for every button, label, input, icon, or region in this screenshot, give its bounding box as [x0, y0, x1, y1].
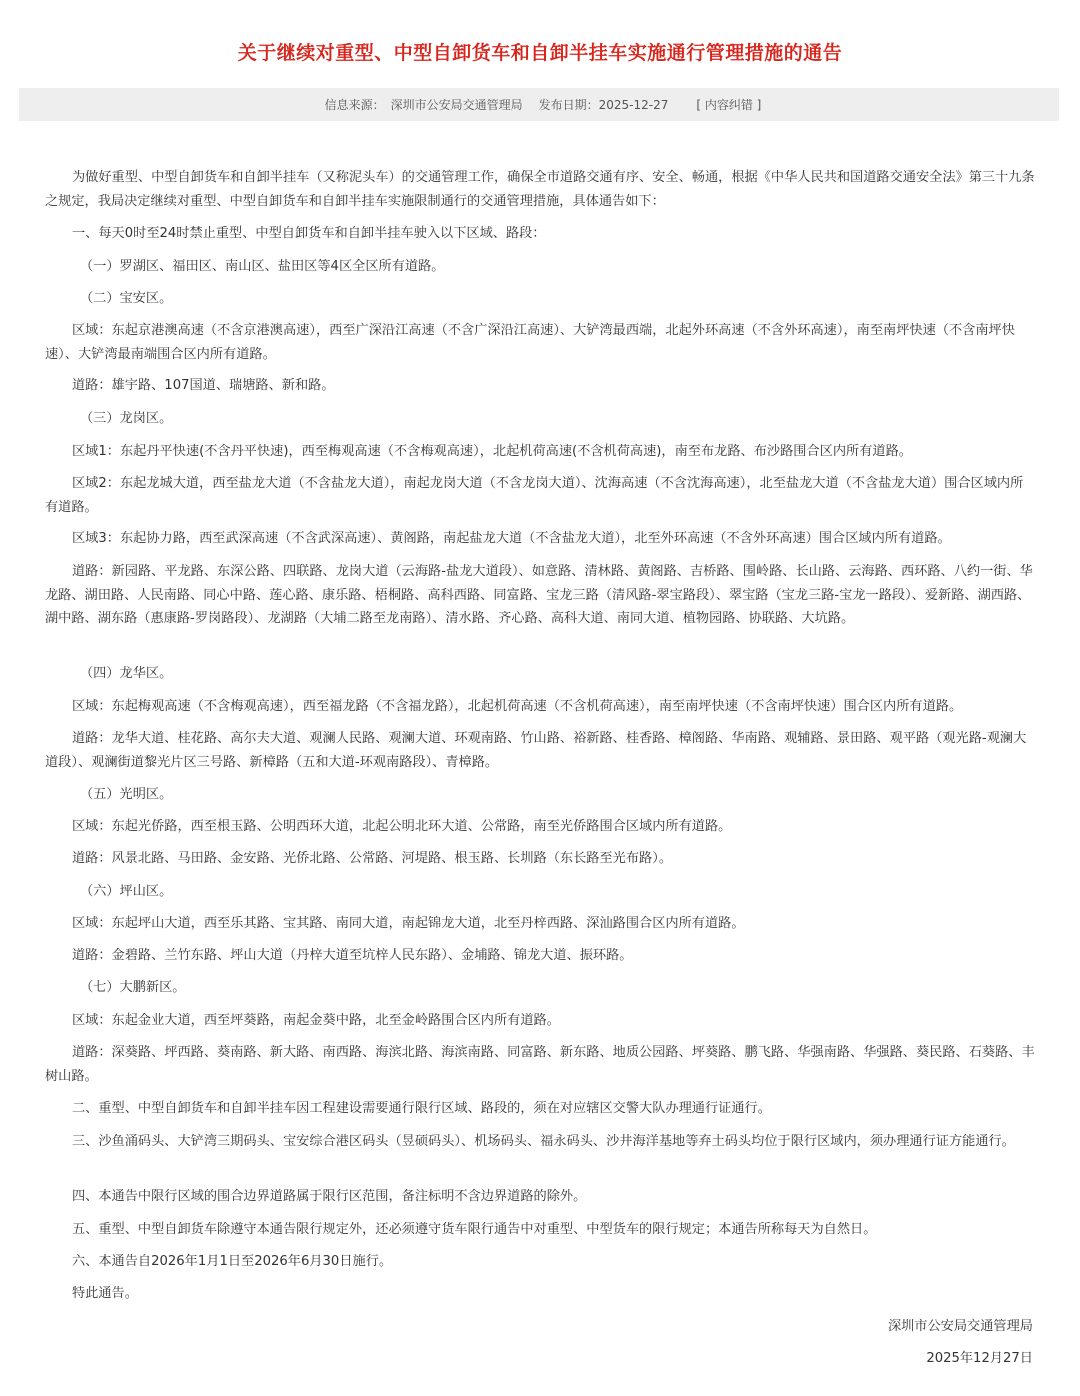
sub-item-luohu: （一）罗湖区、福田区、南山区、盐田区等4区全区所有道路。 [80, 259, 445, 274]
pingshan-roads: 道路：金碧路、兰竹东路、坪山大道（丹梓大道至坑梓人民东路）、金埔路、锦龙大道、振环路。 [72, 948, 633, 963]
guangming-roads: 道路：风景北路、马田路、金安路、光侨北路、公常路、河堤路、根玉路、长圳路（东长路至光布路）。 [72, 851, 673, 866]
longgang-roads: 道路：新园路、平龙路、东深公路、四联路、龙岗大道（云海路-盐龙大道段）、如意路、清林路、黄阁路、吉桥路、围岭路、长山路、云海路、西环路、八约一街、华龙路、湖田路、人民南路、同心中路、莲心路、康乐路、梧桐路、高科西路、同富路、宝龙三路（清风路-翠宝路段）、翠宝路（宝龙三路-宝龙一路段）、爱新路、湖西路、湖中路、湖东路（惠康路-罗岗路段）、龙湖路（大埔二路至龙南路）、清水路、齐心路、高科大道、南同大道、植物园路、协联路、大坑路。 [45, 564, 1033, 626]
section-two: 二、重型、中型自卸货车和自卸半挂车因工程建设需要通行限行区域、路段的，须在对应辖区交警大队办理通行证通行。 [72, 1101, 771, 1116]
longhua-area: 区域：东起梅观高速（不含梅观高速），西至福龙路（不含福龙路），北起机荷高速（不含机荷高速），南至南坪快速（不含南坪快速）围合区内所有道路。 [72, 699, 963, 714]
dapeng-roads: 道路：深葵路、坪西路、葵南路、新大路、南西路、海滨北路、海滨南路、同富路、新东路、地质公园路、坪葵路、鹏飞路、华强南路、华强路、葵民路、石葵路、丰树山路。 [45, 1045, 1035, 1084]
notice-title: 关于继续对重型、中型自卸货车和自卸半挂车实施通行管理措施的通告 [237, 42, 843, 64]
section-four: 四、本通告中限行区域的围合边界道路属于限行区范围，备注标明不含边界道路的除外。 [72, 1189, 587, 1204]
info-date: 发布日期：2025-12-27 [538, 98, 669, 112]
issue-date: 2025年12月27日 [926, 1351, 1033, 1366]
section-three: 三、沙鱼涌码头、大铲湾三期码头、宝安综合港区码头（昱硕码头）、机场码头、福永码头、沙井海洋基地等弃土码头均位于限行区域内，须办理通行证方能通行。 [72, 1134, 1015, 1149]
section-five: 五、重型、中型自卸货车除遵守本通告限行规定外，还必须遵守货车限行通告中对重型、中型货车的限行规定；本通告所称每天为自然日。 [72, 1222, 877, 1237]
longhua-roads: 道路：龙华大道、桂花路、高尔夫大道、观澜人民路、观澜大道、环观南路、竹山路、裕新路、桂香路、樟阁路、华南路、观辅路、景田路、观平路（观光路-观澜大道段）、观澜街道黎光片区三号路、新樟路（五和大道-环观南路段）、青樟路。 [45, 731, 1027, 770]
intro-paragraph: 为做好重型、中型自卸货车和自卸半挂车（又称泥头车）的交通管理工作，确保全市道路交通有序、安全、畅通，根据《中华人民共和国道路交通安全法》第三十九条之规定，我局决定继续对重型、中型自卸货车和自卸半挂车实施限制通行的交通管理措施，具体通告如下： [45, 170, 1035, 209]
longgang-area-2: 区域2：东起龙城大道，西至盐龙大道（不含盐龙大道），南起龙岗大道（不含龙岗大道）、沈海高速（不含沈海高速），北至盐龙大道（不含盐龙大道）围合区域内所有道路。 [45, 476, 1024, 515]
info-source: 信息来源： 深圳市公安局交通管理局 [324, 98, 523, 112]
sub-item-guangming: （五）光明区。 [80, 787, 173, 802]
section-one: 一、每天0时至24时禁止重型、中型自卸货车和自卸半挂车驶入以下区域、路段： [72, 226, 546, 241]
sub-item-longhua: （四）龙华区。 [80, 666, 173, 681]
info-bar [19, 88, 1059, 121]
issuer-signature: 深圳市公安局交通管理局 [887, 1319, 1033, 1334]
sub-item-dapeng: （七）大鹏新区。 [80, 980, 186, 995]
baoan-area: 区域：东起京港澳高速（不含京港澳高速），西至广深沿江高速（不含广深沿江高速）、大铲湾最西端，北起外环高速（不含外环高速），南至南坪快速（不含南坪快速）、大铲湾最南端围合区内所有道路。 [45, 323, 1015, 362]
longgang-area-1: 区域1：东起丹平快速(不含丹平快速)，西至梅观高速（不含梅观高速），北起机荷高速(不含机荷高速)，南至布龙路、布沙路围合区内所有道路。 [72, 444, 912, 459]
content-correction-link[interactable]: [ 内容纠错 ] [696, 98, 762, 112]
longgang-area-3: 区域3：东起协力路，西至武深高速（不含武深高速）、黄阁路，南起盐龙大道（不含盐龙大道），北至外环高速（不含外环高速）围合区域内所有道路。 [72, 531, 951, 546]
dapeng-area: 区域：东起金业大道，西至坪葵路，南起金葵中路，北至金岭路围合区内所有道路。 [72, 1013, 560, 1028]
sub-item-longgang: （三）龙岗区。 [80, 411, 173, 426]
sub-item-baoan: （二）宝安区。 [80, 291, 173, 306]
sub-item-pingshan: （六）坪山区。 [80, 884, 173, 899]
section-six: 六、本通告自2026年1月1日至2026年6月30日施行。 [72, 1254, 393, 1269]
notice-body [45, 166, 1035, 213]
guangming-area: 区域：东起光侨路，西至根玉路、公明西环大道，北起公明北环大道、公常路，南至光侨路围合区域内所有道路。 [72, 819, 732, 834]
pingshan-area: 区域：东起坪山大道，西至乐其路、宝其路、南同大道，南起锦龙大道，北至丹梓西路、深汕路围合区内所有道路。 [72, 916, 745, 931]
closing-line: 特此通告。 [72, 1286, 138, 1301]
baoan-roads: 道路：雄宇路、107国道、瑞塘路、新和路。 [72, 378, 335, 393]
